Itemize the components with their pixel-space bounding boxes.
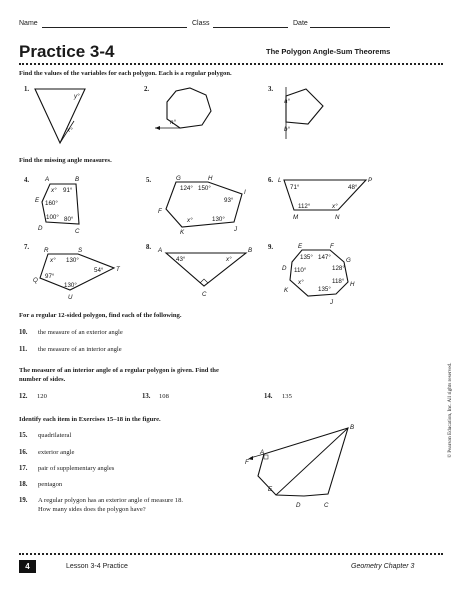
problem-1-figure <box>30 86 90 148</box>
problem-5-vertex-k: K <box>180 229 185 236</box>
section5-vertex-c: C <box>324 502 329 509</box>
problem-7-number: 7. <box>24 244 30 251</box>
problem-6-number: 6. <box>268 177 274 184</box>
problem-17-number: 17. <box>19 465 28 472</box>
section1-instruction: Find the values of the variables for each polygon. Each is a regular polygon. <box>19 70 232 77</box>
problem-7-vertex-u: U <box>68 294 73 301</box>
section5-instruction: Identify each item in Exercises 15–18 in the figure. <box>19 416 161 423</box>
problem-8-angle-43: 43° <box>176 256 186 263</box>
problem-1-label-y: y° <box>74 93 80 100</box>
problem-17-text: pair of supplementary angles <box>38 465 115 472</box>
problem-5-angle-150: 150° <box>198 185 211 192</box>
name-field[interactable] <box>42 27 187 28</box>
section5-vertex-f: F <box>245 459 249 466</box>
problem-1-number: 1. <box>24 86 30 93</box>
problem-5-angle-124: 124° <box>180 185 193 192</box>
problem-6-vertex-l: L <box>278 177 282 184</box>
problem-19-text-line2: How many sides does the polygon have? <box>38 506 146 513</box>
problem-15-number: 15. <box>19 432 28 439</box>
problem-6-angle-71: 71° <box>290 184 300 191</box>
problem-14-text: 135 <box>282 393 292 400</box>
problem-6-figure <box>278 174 378 224</box>
problem-5-vertex-i: I <box>244 189 246 196</box>
class-label: Class <box>192 20 210 27</box>
class-field[interactable] <box>213 27 288 28</box>
problem-9-vertex-f: F <box>330 243 334 250</box>
problem-5-number: 5. <box>146 177 152 184</box>
problem-6-angle-112: 112° <box>298 203 311 210</box>
page-title: Practice 3-4 <box>19 42 115 61</box>
problem-6-angle-48: 48° <box>348 184 358 191</box>
problem-10-number: 10. <box>19 329 28 336</box>
problem-7-angle-130-top: 130° <box>66 257 79 264</box>
problem-4-vertex-c: C <box>75 228 80 235</box>
section2-instruction: Find the missing angle measures. <box>19 157 112 164</box>
problem-7-vertex-r: R <box>44 247 49 254</box>
date-label: Date <box>293 20 308 27</box>
title-divider <box>19 63 443 65</box>
problem-7-figure <box>32 244 132 302</box>
problem-2-number: 2. <box>144 86 150 93</box>
problem-9-vertex-j: J <box>330 299 334 306</box>
page-subtitle: The Polygon Angle-Sum Theorems <box>266 47 391 56</box>
problem-8-figure <box>154 244 254 302</box>
problem-4-angle-91: 91° <box>63 187 73 194</box>
problem-4-vertex-d: D <box>38 225 43 232</box>
footer-lesson: Lesson 3-4 Practice <box>66 563 128 570</box>
section5-vertex-a: A <box>260 449 265 456</box>
problem-9-vertex-g: G <box>346 257 351 264</box>
problem-12-text: 120 <box>37 393 47 400</box>
section5-right-angle-mark <box>264 455 268 459</box>
problem-9-vertex-d: D <box>282 265 287 272</box>
problem-4-number: 4. <box>24 177 30 184</box>
problem-7-vertex-s: S <box>78 247 83 254</box>
problem-19-number: 19. <box>19 497 28 504</box>
problem-3-label-b: b° <box>284 126 290 133</box>
problem-9-angle-147: 147° <box>318 254 331 261</box>
problem-8-angle-x: x° <box>226 256 232 263</box>
problem-19-text: A regular polygon has an exterior angle of measure 18. <box>38 497 184 504</box>
problem-6-vertex-p: P <box>368 177 373 184</box>
problem-7-vertex-t: T <box>116 266 120 273</box>
problem-4-angle-x: x° <box>51 187 57 194</box>
problem-6-vertex-m: M <box>293 214 299 221</box>
problem-5-vertex-f: F <box>158 208 162 215</box>
problem-2-figure <box>150 84 230 136</box>
section4-instruction-line1: The measure of an interior angle of a regular polygon is given. Find the <box>19 367 219 374</box>
problem-5-figure <box>154 172 254 234</box>
section5-vertex-d: D <box>296 502 301 509</box>
problem-12-number: 12. <box>19 393 28 400</box>
problem-8-vertex-b: B <box>248 247 253 254</box>
section4-instruction-line2: number of sides. <box>19 376 66 383</box>
footer-book: Geometry Chapter 3 <box>351 563 415 570</box>
problem-5-angle-130: 130° <box>212 216 225 223</box>
problem-13-number: 13. <box>142 393 151 400</box>
footer-divider <box>19 553 443 555</box>
problem-4-angle-100: 100° <box>46 214 59 221</box>
section5-vertex-b: B <box>350 424 355 431</box>
problem-16-number: 16. <box>19 449 28 456</box>
problem-4-angle-160: 160° <box>45 200 58 207</box>
problem-9-number: 9. <box>268 244 274 251</box>
problem-6-vertex-n: N <box>335 214 340 221</box>
section5-diagonal <box>276 428 348 495</box>
problem-7-vertex-q: Q <box>33 277 38 284</box>
problem-4-vertex-a: A <box>45 176 50 183</box>
problem-4-vertex-e: E <box>35 197 40 204</box>
problem-18-text: pentagon <box>38 481 63 488</box>
problem-7-angle-x: x° <box>50 257 56 264</box>
problem-4-figure <box>34 172 94 234</box>
problem-5-vertex-h: H <box>208 175 213 182</box>
page-number: 4 <box>19 560 36 573</box>
problem-9-angle-128: 128° <box>332 265 345 272</box>
problem-14-number: 14. <box>264 393 273 400</box>
problem-3-pentagon <box>286 89 323 124</box>
problem-5-vertex-g: G <box>176 175 181 182</box>
problem-3-number: 3. <box>268 86 274 93</box>
problem-9-angle-110: 110° <box>294 267 307 274</box>
section5-vertex-e: E <box>268 486 273 493</box>
problem-9-vertex-e: E <box>298 243 303 250</box>
problem-8-right-angle-mark <box>200 279 208 283</box>
section3-instruction: For a regular 12-sided polygon, find each of the following. <box>19 312 182 319</box>
problem-4-angle-80: 80° <box>64 216 74 223</box>
problem-6-angle-x: x° <box>332 203 338 210</box>
problem-9-angle-x: x° <box>298 279 304 286</box>
problem-5-angle-x: x° <box>187 217 193 224</box>
date-field[interactable] <box>310 27 390 28</box>
problem-7-angle-54: 54° <box>94 267 104 274</box>
problem-2-arrowhead <box>155 126 160 130</box>
problem-9-angle-118: 118° <box>332 278 345 285</box>
problem-8-number: 8. <box>146 244 152 251</box>
problem-2-label-n: n° <box>170 119 176 126</box>
problem-7-angle-130-bottom: 130° <box>64 282 77 289</box>
problem-8-vertex-c: C <box>202 291 207 298</box>
problem-1-label-x: x° <box>67 127 73 134</box>
problem-9-vertex-k: K <box>284 287 289 294</box>
problem-5-vertex-j: J <box>234 226 238 233</box>
problem-9-angle-135-bottom: 135° <box>318 286 331 293</box>
name-label: Name <box>19 20 38 27</box>
problem-11-number: 11. <box>19 346 28 353</box>
problem-5-angle-93: 93° <box>224 197 234 204</box>
problem-11-text: the measure of an interior angle <box>38 346 122 353</box>
problem-3-figure <box>276 84 336 144</box>
problem-16-text: exterior angle <box>38 449 75 456</box>
copyright-notice: © Pearson Education, Inc. All rights reserved. <box>447 362 453 458</box>
problem-10-text: the measure of an exterior angle <box>38 329 123 336</box>
problem-15-text: quadrilateral <box>38 432 72 439</box>
problem-9-figure <box>278 242 368 308</box>
section5-figure <box>236 420 366 520</box>
problem-9-angle-135-top: 135° <box>300 254 313 261</box>
problem-3-label-a: a° <box>284 98 290 105</box>
problem-8-vertex-a: A <box>158 247 163 254</box>
problem-9-vertex-h: H <box>350 281 355 288</box>
problem-13-text: 108 <box>159 393 169 400</box>
problem-4-vertex-b: B <box>75 176 80 183</box>
problem-18-number: 18. <box>19 481 28 488</box>
problem-7-angle-97: 97° <box>45 273 55 280</box>
